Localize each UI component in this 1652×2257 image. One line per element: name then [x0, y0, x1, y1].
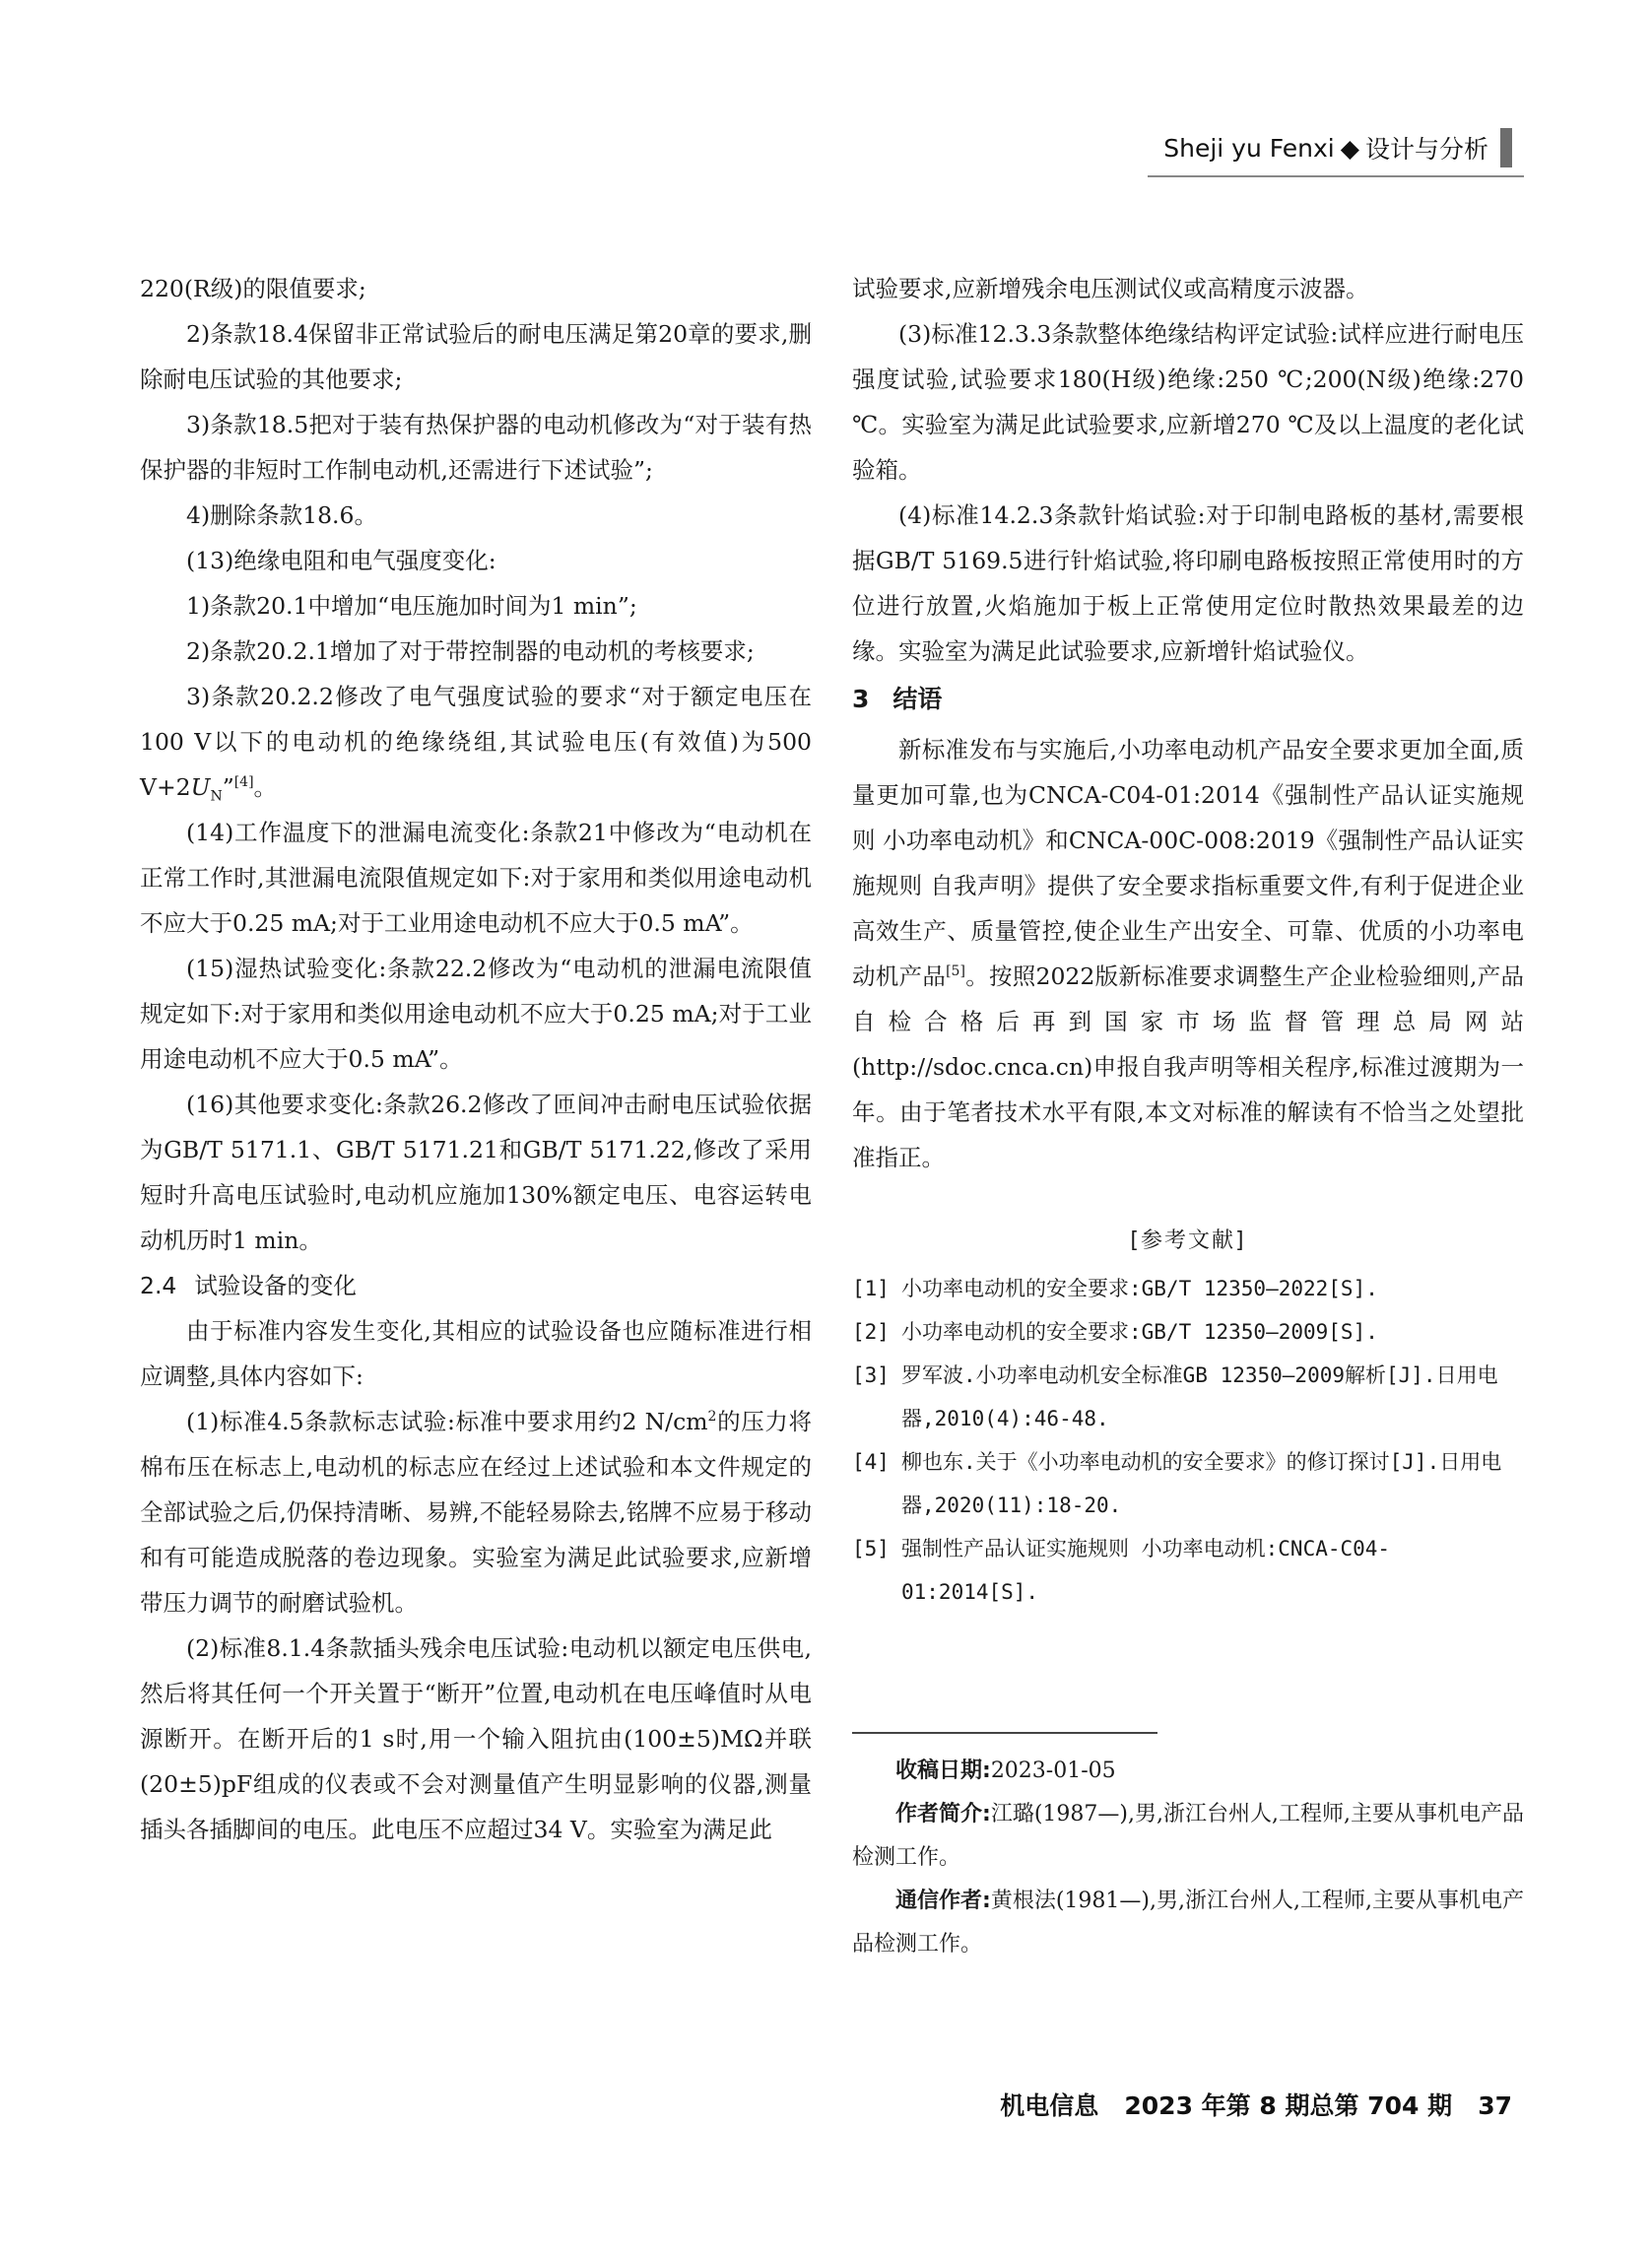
- paragraph: (16)其他要求变化:条款26.2修改了匝间冲击耐电压试验依据为GB/T 5171.1、GB/T 5171.21和GB/T 5171.22,修改了采用短时升高电压试验时,电动机应施加130%额定电压、电容运转电动机历时1 min。: [140, 1091, 812, 1254]
- footnote-value: 2023-01-05: [990, 1758, 1116, 1783]
- footnote-value: 黄根法(1981—),男,浙江台州人,工程师,主要从事机电产品检测工作。: [852, 1888, 1524, 1957]
- text-span: (1)标准4.5条款标志试验:标准中要求用约2 N/cm: [186, 1408, 708, 1435]
- references-title: [参考文献]: [1130, 1228, 1246, 1253]
- diamond-icon: ◆: [1340, 133, 1359, 163]
- footnote-author: [852, 1793, 1524, 1880]
- issue-info: 2023 年第 8 期总第 704 期: [1124, 2091, 1453, 2120]
- paragraph: 试验要求,应新增残余电压测试仪或高精度示波器。: [852, 275, 1369, 302]
- reference-number: [3]: [852, 1363, 890, 1387]
- reference-text: 小功率电动机的安全要求:GB/T 12350—2009[S].: [901, 1320, 1378, 1344]
- reference-list: [852, 1267, 1524, 1614]
- voltage-symbol: U: [190, 773, 211, 801]
- paragraph: [852, 727, 1524, 1180]
- footnote-rule: [852, 1732, 1157, 1734]
- paragraph: (14)工作温度下的泄漏电流变化:条款21中修改为“电动机在正常工作时,其泄漏电流限值规定如下:对于家用和类似用途电动机不应大于0.25 mA;对于工业用途电动机不应大于0.5 mA”。: [140, 819, 812, 937]
- section-heading-2-4: [140, 1263, 812, 1308]
- paragraph: [140, 1399, 812, 1626]
- citation: [5]: [946, 963, 965, 980]
- paragraph: 220(R级)的限值要求;: [140, 275, 366, 302]
- paragraph: 1)条款20.1中增加“电压施加时间为1 min”;: [186, 592, 637, 620]
- paragraph: 4)删除条款18.6。: [186, 501, 377, 529]
- reference-item: [852, 1440, 1524, 1527]
- reference-item: [852, 1267, 1524, 1310]
- right-column: [852, 266, 1524, 1966]
- reference-text: 罗军波.小功率电动机安全标准GB 12350—2009解析[J].日用电器,2010(4):46-48.: [901, 1363, 1498, 1430]
- reference-item: [852, 1354, 1524, 1440]
- running-title: 设计与分析: [1364, 135, 1488, 164]
- reference-number: [4]: [852, 1450, 890, 1474]
- text-span: 。按照2022版新标准要求调整生产企业检验细则,产品自检合格后再到国家市场监督管理总局网站(http://sdoc.cnca.cn)申报自我声明等相关程序,标准过渡期为一年。由于笔者技术水平有限,本文对标准的解读有不恰当之处望批准指正。: [852, 963, 1524, 1171]
- paragraph: (13)绝缘电阻和电气强度变化:: [186, 547, 496, 574]
- header-rule: [1148, 175, 1524, 177]
- reference-number: [1]: [852, 1277, 890, 1300]
- superscript: 2: [707, 1409, 717, 1426]
- citation: [4]: [233, 774, 254, 791]
- text-span: 新标准发布与实施后,小功率电动机产品安全要求更加全面,质量更加可靠,也为CNCA-C04-01:2014《强制性产品认证实施规则 小功率电动机》和CNCA-00C-008:2019《强制性产品认证实施规则 自我声明》提供了安全要求指标重要文件,有利于促进企业高效生产、质量管控,使企业生产出安全、可靠、优质的小功率电动机产品: [852, 736, 1524, 990]
- paragraph: (2)标准8.1.4条款插头残余电压试验:电动机以额定电压供电,然后将其任何一个开关置于“断开”位置,电动机在电压峰值时从电源断开。在断开后的1 s时,用一个输入阻抗由(100±5)MΩ并联(20±5)pF组成的仪表或不会对测量值产生明显影响的仪器,测量插头各插脚间的电压。此电压不应超过34 V。实验室为满足此: [140, 1634, 812, 1843]
- subscript: N: [210, 788, 223, 805]
- footnote-label: 收稿日期:: [895, 1758, 991, 1783]
- text-span: ”: [222, 773, 234, 801]
- reference-text: 小功率电动机的安全要求:GB/T 12350—2022[S].: [901, 1277, 1378, 1300]
- left-column: [140, 266, 812, 1852]
- footnote-received: [852, 1750, 1524, 1793]
- reference-text: 柳也东.关于《小功率电动机的安全要求》的修订探讨[J].日用电器,2020(11):18-20.: [901, 1450, 1502, 1517]
- page-footer: [1000, 2087, 1512, 2122]
- reference-item: [852, 1310, 1524, 1354]
- paragraph: 由于标准内容发生变化,其相应的试验设备也应随标准进行相应调整,具体内容如下:: [140, 1317, 812, 1390]
- section-title: 结语: [892, 685, 943, 713]
- header-bar-decoration: [1500, 128, 1512, 167]
- paragraph: 3)条款18.5把对于装有热保护器的电动机修改为“对于装有热保护器的非短时工作制电动机,还需进行下述试验”;: [140, 411, 812, 484]
- reference-number: [5]: [852, 1537, 890, 1560]
- reference-number: [2]: [852, 1320, 890, 1344]
- reference-text: 强制性产品认证实施规则 小功率电动机:CNCA-C04-01:2014[S].: [901, 1537, 1391, 1604]
- text-span: 的压力将棉布压在标志上,电动机的标志应在经过上述试验和本文件规定的全部试验之后,仍保持清晰、易辨,不能轻易除去,铭牌不应易于移动和有可能造成脱落的卷边现象。实验室为满足此试验要求,应新增带压力调节的耐磨试验机。: [140, 1408, 812, 1617]
- text-span: 。: [253, 773, 278, 801]
- section-heading-3: [852, 678, 1524, 721]
- paragraph: 2)条款18.4保留非正常试验后的耐电压满足第20章的要求,删除耐电压试验的其他要求;: [140, 320, 812, 393]
- section-number: 2.4: [140, 1272, 177, 1299]
- paragraph: (3)标准12.3.3条款整体绝缘结构评定试验:试样应进行耐电压强度试验,试验要求180(H级)绝缘:250 ℃;200(N级)绝缘:270 ℃。实验室为满足此试验要求,应新增270 ℃及以上温度的老化试验箱。: [852, 320, 1524, 484]
- running-title-pinyin: Sheji yu Fenxi: [1163, 133, 1335, 163]
- paragraph: 2)条款20.2.1增加了对于带控制器的电动机的考核要求;: [186, 637, 755, 665]
- reference-item: [852, 1527, 1524, 1614]
- running-header: [1163, 128, 1512, 167]
- footnote-corresponding: [852, 1880, 1524, 1966]
- footnote-label: 作者简介:: [895, 1801, 991, 1826]
- footnote-label: 通信作者:: [895, 1888, 991, 1913]
- paragraph: (15)湿热试验变化:条款22.2修改为“电动机的泄漏电流限值规定如下:对于家用和类似用途电动机不应大于0.25 mA;对于工业用途电动机不应大于0.5 mA”。: [140, 955, 812, 1073]
- paragraph: (4)标准14.2.3条款针焰试验:对于印制电路板的基材,需要根据GB/T 5169.5进行针焰试验,将印刷电路板按照正常使用时的方位进行放置,火焰施加于板上正常使用定位时散热效果最差的边缘。实验室为满足此试验要求,应新增针焰试验仪。: [852, 501, 1524, 665]
- journal-name: 机电信息: [1000, 2091, 1099, 2120]
- paragraph: [140, 674, 812, 810]
- footnote-value: 江璐(1987—),男,浙江台州人,工程师,主要从事机电产品检测工作。: [852, 1801, 1524, 1870]
- page-number: 37: [1478, 2091, 1512, 2120]
- section-number: 3: [852, 685, 870, 713]
- text-span: 3)条款20.2.2修改了电气强度试验的要求“对于额定电压在100 V以下的电动机的绝缘绕组,其试验电压(有效值)为500 V+2: [140, 683, 812, 801]
- section-title: 试验设备的变化: [194, 1272, 357, 1299]
